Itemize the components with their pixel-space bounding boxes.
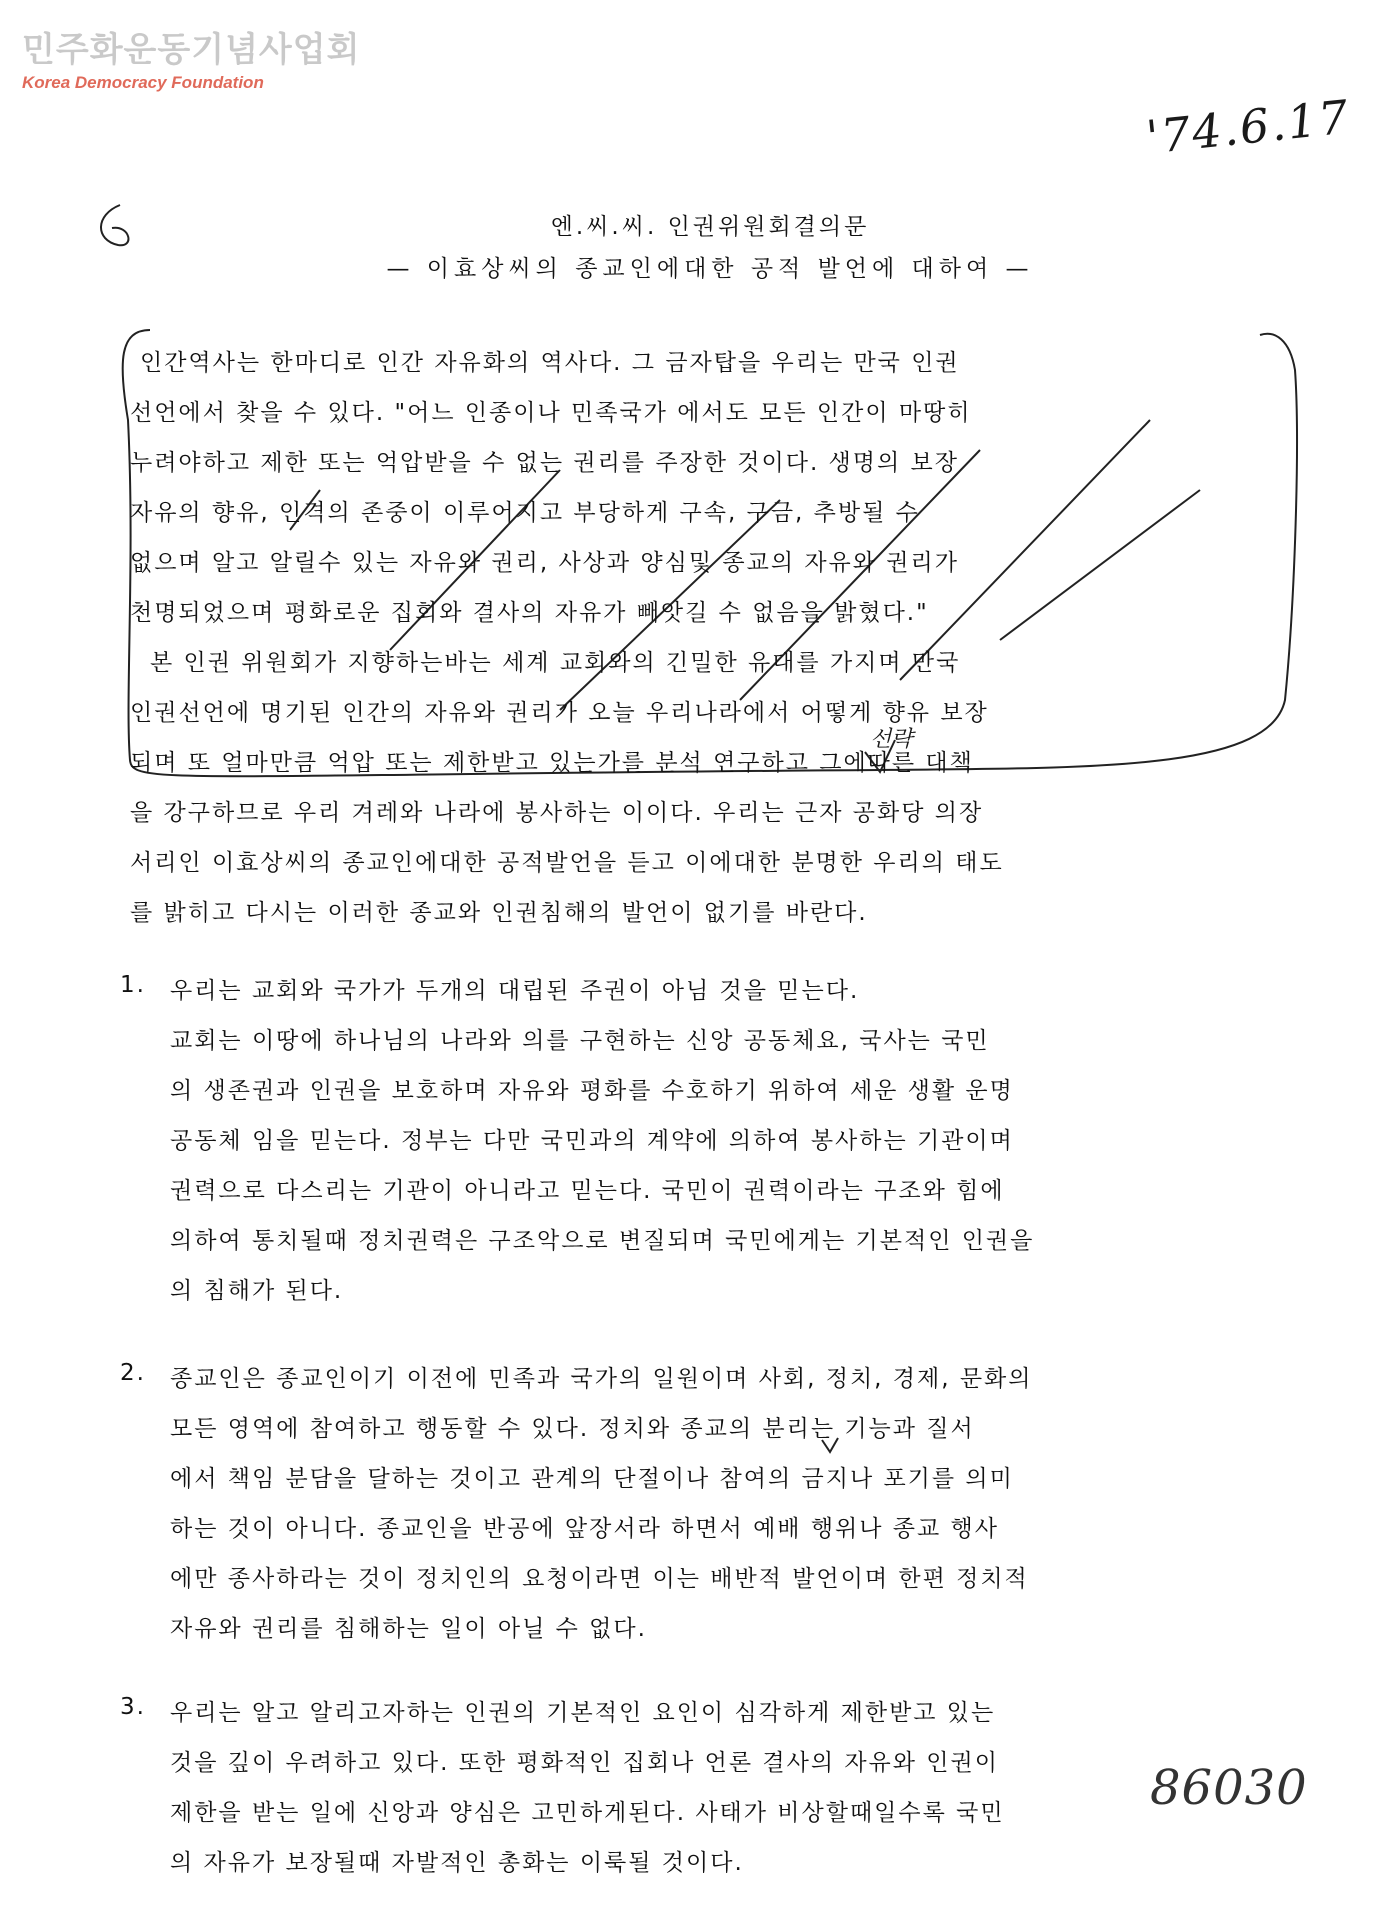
intro-line: 천명되었으며 평화로운 집회와 결사의 자유가 빼앗길 수 없음을 밝혔다." — [130, 600, 929, 626]
intro-line: 없으며 알고 알릴수 있는 자유와 권리, 사상과 양심및 종교의 자유와 권리가 — [130, 550, 959, 576]
intro-line: 본 인권 위원회가 지향하는바는 세계 교회와의 긴밀한 유대를 가지며 만국 — [150, 650, 961, 676]
intro-line: 인권선언에 명기된 인간의 자유와 권리가 오늘 우리나라에서 어떻게 향유 보장 — [130, 700, 989, 726]
watermark-korean: 민주화운동기념사업회 — [22, 30, 361, 70]
intro-line: 을 강구하므로 우리 겨레와 나라에 봉사하는 이이다. 우리는 근자 공화당 의장 — [130, 800, 984, 826]
item2-line: 자유와 권리를 침해하는 일이 아닐 수 없다. — [170, 1616, 647, 1642]
intro-line: 되며 또 얼마만큼 억압 또는 제한받고 있는가를 분석 연구하고 그에따른 대책 — [130, 750, 974, 776]
item1-line: 우리는 교회와 국가가 두개의 대립된 주권이 아님 것을 믿는다. — [170, 978, 860, 1004]
item1-line: 의 침해가 된다. — [170, 1278, 344, 1304]
document-subtitle: — 이효상씨의 종교인에대한 공적 발언에 대하여 — — [386, 256, 1034, 282]
item1-line: 의 생존권과 인권을 보호하며 자유와 평화를 수호하기 위하여 세운 생활 운명 — [170, 1078, 1014, 1104]
intro-line: 를 밝히고 다시는 이러한 종교와 인권침해의 발언이 없기를 바란다. — [130, 900, 868, 926]
item3-line: 것을 깊이 우려하고 있다. 또한 평화적인 집회나 언론 결사의 자유와 인권이 — [170, 1750, 999, 1776]
item1-line: 교회는 이땅에 하나님의 나라와 의를 구현하는 신앙 공동체요, 국사는 국민 — [170, 1028, 990, 1054]
item2-number: 2. — [120, 1360, 146, 1386]
item1-line: 의하여 통치될때 정치권력은 구조악으로 변질되며 국민에게는 기본적인 인권을 — [170, 1228, 1035, 1254]
item3-line: 우리는 알고 알리고자하는 인권의 기본적인 요인이 심각하게 제한받고 있는 — [170, 1700, 996, 1726]
slash-mark — [1000, 490, 1200, 640]
intro-line: 인간역사는 한마디로 인간 자유화의 역사다. 그 금자탑을 우리는 만국 인권 — [140, 350, 960, 376]
item3-line: 제한을 받는 일에 신앙과 양심은 고민하게된다. 사태가 비상할때일수록 국민 — [170, 1800, 1005, 1826]
item1-number: 1. — [120, 972, 146, 998]
watermark-english: Korea Democracy Foundation — [22, 73, 264, 92]
handwritten-code: 86030 — [1150, 1760, 1308, 1816]
item2-line: 에서 책임 분담을 달하는 것이고 관계의 단절이나 참여의 금지나 포기를 의미 — [170, 1466, 1014, 1492]
item2-line: 모든 영역에 참여하고 행동할 수 있다. 정치와 종교의 분리는 기능과 질서 — [170, 1416, 975, 1442]
item1-line: 공동체 임을 믿는다. 정부는 다만 국민과의 계약에 의하여 봉사하는 기관이며 — [170, 1128, 1014, 1154]
intro-line: 서리인 이효상씨의 종교인에대한 공적발언을 듣고 이에대한 분명한 우리의 태도 — [130, 850, 1004, 876]
item2-line: 종교인은 종교인이기 이전에 민족과 국가의 일원이며 사회, 정치, 경제, 문화의 — [170, 1366, 1033, 1392]
intro-line: 자유의 향유, 인격의 존중이 이루어지고 부당하게 구속, 구금, 추방될 수 — [130, 500, 920, 526]
item3-number: 3. — [120, 1694, 146, 1720]
item1-line: 권력으로 다스리는 기관이 아니라고 믿는다. 국민이 권력이라는 구조와 힘에 — [170, 1178, 1005, 1204]
handwritten-date: '74.6.17 — [1143, 89, 1353, 165]
intro-line: 선언에서 찾을 수 있다. "어느 인종이나 민족국가 에서도 모든 인간이 마땅히 — [130, 400, 972, 426]
item3-line: 의 자유가 보장될때 자발적인 총화는 이룩될 것이다. — [170, 1850, 744, 1876]
item2-line: 하는 것이 아니다. 종교인을 반공에 앞장서라 하면서 예배 행위나 종교 행사 — [170, 1516, 999, 1542]
handwritten-insert-note: 선략 — [870, 727, 913, 752]
intro-line: 누려야하고 제한 또는 억압받을 수 없는 권리를 주장한 것이다. 생명의 보장 — [130, 450, 959, 476]
document-title: 엔.씨.씨. 인권위원회결의문 — [550, 214, 870, 240]
item2-line: 에만 종사하라는 것이 정치인의 요청이라면 이는 배반적 발언이며 한편 정치적 — [170, 1566, 1029, 1592]
bracket-mark — [101, 205, 128, 245]
